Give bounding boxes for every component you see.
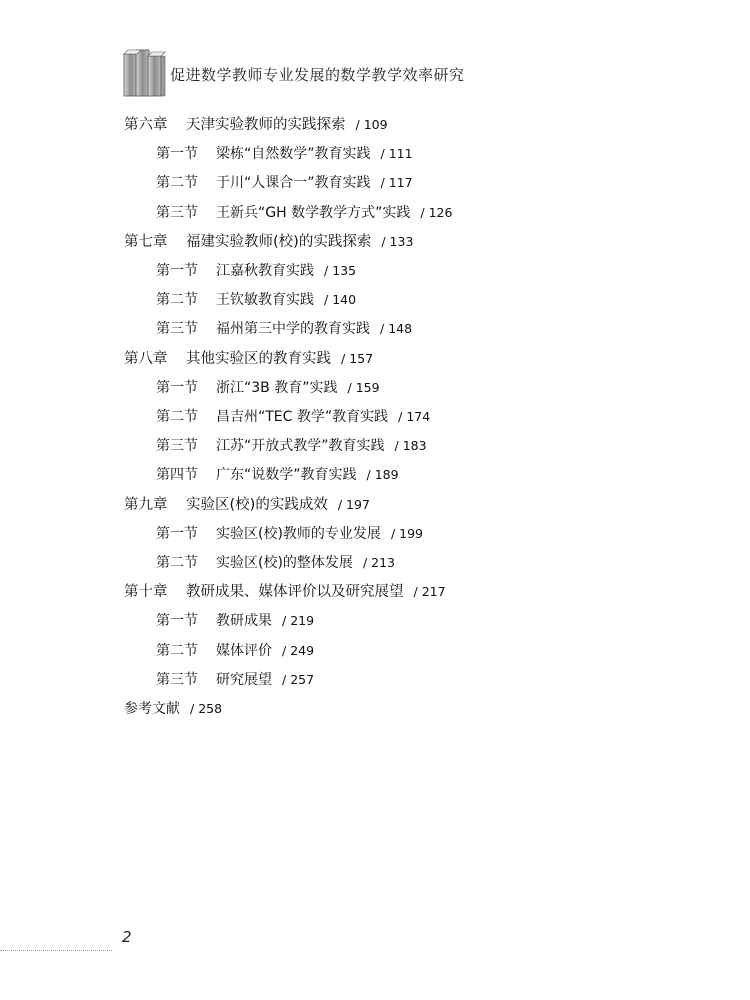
- toc-section: [156, 553, 395, 573]
- toc-page-number: 159: [355, 379, 380, 395]
- toc-number: 第七章: [124, 233, 168, 250]
- toc-page-ref: [391, 526, 423, 541]
- toc-page-number: 258: [198, 701, 223, 716]
- toc-page-number: 140: [332, 292, 357, 308]
- toc-page-ref: [381, 234, 413, 249]
- toc-number: 第三节: [156, 671, 198, 688]
- toc-references: [124, 699, 222, 719]
- toc-number: 第八章: [124, 350, 168, 367]
- footer-rule: [0, 950, 112, 951]
- toc-page-number: 157: [349, 350, 374, 366]
- toc-title: 江苏“开放式教学”教育实践: [216, 438, 385, 455]
- toc-page-ref: [363, 555, 395, 570]
- toc-number: 第二节: [156, 292, 198, 309]
- page-separator: /: [366, 467, 371, 483]
- toc-page-number: 148: [388, 321, 413, 337]
- toc-chapter: [124, 232, 413, 252]
- toc-page-ref: [356, 117, 388, 132]
- toc-chapter: [124, 582, 446, 602]
- toc-title: 教研成果: [216, 613, 272, 630]
- toc-title: 王钦敏教育实践: [216, 292, 314, 309]
- page-separator: /: [390, 525, 396, 541]
- page-separator: /: [380, 146, 385, 162]
- toc-page-ref: [381, 175, 413, 190]
- page-separator: /: [394, 438, 399, 454]
- toc-number: 第三节: [156, 321, 198, 338]
- toc-title: 其他实验区的教育实践: [186, 350, 331, 367]
- toc-section: [156, 641, 314, 661]
- toc-section: [156, 261, 356, 281]
- page-separator: /: [420, 204, 425, 220]
- toc-page-ref: [341, 351, 373, 366]
- toc-title: 昌吉州“TEC 教学”教育实践: [216, 409, 389, 425]
- toc-chapter: [124, 349, 373, 369]
- toc-number: 第六章: [124, 117, 168, 133]
- page-separator: /: [381, 233, 386, 249]
- toc-page-number: 217: [421, 584, 446, 600]
- toc-number: 第二节: [156, 409, 198, 425]
- toc-page-ref: [398, 409, 430, 424]
- toc-page-ref: [324, 292, 356, 307]
- page-separator: /: [355, 117, 360, 132]
- toc-title: 福州第三中学的教育实践: [216, 321, 370, 338]
- toc-number: 第三节: [156, 204, 198, 221]
- toc-page-number: 183: [402, 438, 427, 454]
- toc-page-number: 126: [428, 204, 453, 220]
- toc-section: [156, 670, 314, 690]
- toc-section: [156, 378, 380, 398]
- toc-page-ref: [282, 643, 314, 658]
- page-separator: /: [380, 321, 385, 337]
- toc-section: [156, 319, 412, 339]
- toc-page-number: 249: [290, 642, 315, 658]
- page-separator: /: [398, 409, 403, 424]
- toc-title: 江嘉秋教育实践: [216, 263, 314, 279]
- toc-page-ref: [190, 701, 222, 716]
- toc-title: 王新兵“GH 数学教学方式”实践: [216, 204, 411, 221]
- toc-section: [156, 524, 423, 544]
- toc-section: [156, 173, 413, 193]
- toc-number: 第一节: [156, 263, 198, 279]
- toc-number: 第二节: [156, 175, 198, 192]
- toc-title: 实验区(校)的整体发展: [216, 555, 353, 571]
- toc-page-ref: [420, 205, 452, 220]
- toc-title: 浙江“3B 教育”实践: [216, 379, 338, 396]
- toc-title: 研究展望: [216, 671, 272, 688]
- toc-section: [156, 407, 430, 427]
- toc-section: [156, 611, 314, 631]
- toc-section: [156, 203, 452, 223]
- toc-title: 于川“人课合一”教育实践: [216, 175, 371, 192]
- toc-page-number: 117: [388, 175, 413, 191]
- running-header: [122, 40, 465, 100]
- toc-number: 第一节: [156, 146, 198, 163]
- page-separator: /: [282, 671, 287, 687]
- page-separator: /: [341, 350, 346, 366]
- toc-section: [156, 290, 356, 310]
- toc-page-number: 219: [290, 613, 315, 629]
- toc-title: 实验区(校)教师的专业发展: [216, 525, 381, 542]
- toc-number: 第二节: [156, 555, 198, 571]
- toc-section: [156, 144, 413, 164]
- page-separator: /: [190, 701, 195, 716]
- toc-page-number: 213: [371, 555, 396, 570]
- toc-title: 梁栋“自然数学”教育实践: [216, 146, 371, 163]
- toc-page-number: 189: [374, 467, 399, 483]
- toc-number: 第四节: [156, 467, 198, 484]
- toc-page-number: 133: [389, 233, 414, 249]
- toc-title: 教研成果、媒体评价以及研究展望: [186, 584, 404, 601]
- toc-page-ref: [282, 613, 314, 628]
- page-separator: /: [380, 175, 385, 191]
- books-icon: [122, 46, 174, 98]
- toc-page-ref: [380, 321, 412, 336]
- page-number: 2: [122, 928, 132, 946]
- toc-section: [156, 436, 427, 456]
- toc-title: 媒体评价: [216, 642, 272, 659]
- page-separator: /: [347, 379, 352, 395]
- toc-page-ref: [414, 584, 446, 599]
- toc-number: 第一节: [156, 613, 198, 630]
- toc-title: 参考文献: [124, 701, 180, 717]
- toc-number: 第十章: [124, 584, 168, 601]
- toc-page-number: 111: [388, 146, 413, 162]
- page-separator: /: [282, 642, 287, 658]
- toc-title: 实验区(校)的实践成效: [186, 496, 328, 513]
- toc-number: 第九章: [124, 496, 168, 513]
- toc-page-number: 197: [346, 496, 370, 512]
- toc-chapter: [124, 495, 370, 515]
- toc-page-number: 199: [399, 525, 424, 541]
- page-separator: /: [324, 292, 329, 308]
- toc-page-number: 257: [290, 671, 315, 687]
- toc-section: [156, 465, 399, 485]
- toc-number: 第二节: [156, 642, 198, 659]
- toc-number: 第三节: [156, 438, 198, 455]
- toc-page-ref: [324, 263, 356, 278]
- page-separator: /: [324, 263, 329, 278]
- toc-page-ref: [395, 438, 427, 453]
- toc-page-ref: [367, 467, 399, 482]
- toc-page-number: 174: [406, 409, 431, 424]
- toc-page-ref: [347, 380, 379, 395]
- toc-page-number: 109: [363, 117, 388, 132]
- toc-page-ref: [381, 146, 413, 161]
- toc-page-ref: [282, 672, 314, 687]
- toc-title: 福建实验教师(校)的实践探索: [186, 233, 372, 250]
- toc-title: 广东“说数学”教育实践: [216, 467, 357, 484]
- page-separator: /: [362, 555, 368, 570]
- toc-page-ref: [338, 497, 370, 512]
- toc-page-number: 135: [332, 263, 357, 278]
- page-separator: /: [337, 496, 343, 512]
- page-separator: /: [413, 584, 418, 600]
- toc-chapter: [124, 115, 388, 135]
- toc-title: 天津实验教师的实践探索: [186, 117, 346, 133]
- running-header-title: 促进数学教师专业发展的数学教学效率研究: [170, 66, 465, 84]
- page-separator: /: [282, 613, 287, 629]
- toc-number: 第一节: [156, 525, 198, 542]
- toc-number: 第一节: [156, 379, 198, 396]
